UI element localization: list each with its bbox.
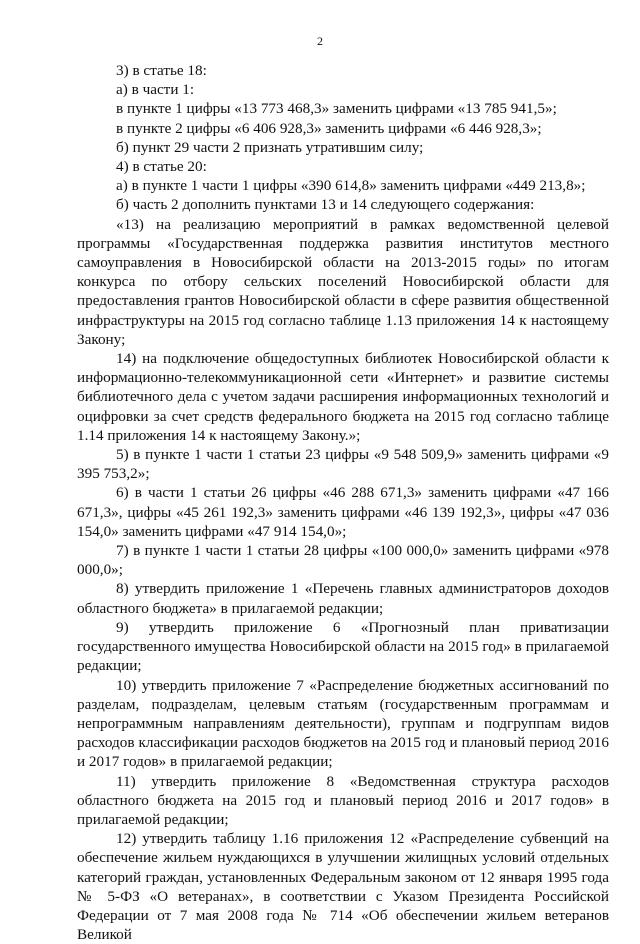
- paragraph: «13) на реализацию мероприятий в рамках ведомственной целевой программы «Государственная поддержка развития институтов местного самоуправления в Новосибирской области на 2013-2015 годы» по итогам конкурса по отбору сельских поселений Новосибирской области для предоставления грантов Новосибирской области в сфере развития общественной инфраструктуры на 2015 год согласно таблице 1.13 приложения 14 к настоящему Закону;: [77, 215, 609, 348]
- paragraph: 8) утвердить приложение 1 «Перечень главных администраторов доходов областного бюджета» в прилагаемой редакции;: [77, 580, 609, 617]
- paragraph: 14) на подключение общедоступных библиотек Новосибирской области к информационно-телекоммуникационной сети «Интернет» и развитие системы библиотечного дела с учетом задачи расширения информационных технологий и оцифровки за счет средств федерального бюджета на 2015 год согласно таблице 1.14 приложения 14 к настоящему Закону.»;: [77, 350, 609, 444]
- paragraph: 4) в статье 20:: [116, 158, 207, 176]
- paragraph: 5) в пункте 1 части 1 статьи 23 цифры «9 548 509,9» заменить цифрами «9 395 753,2»;: [77, 446, 609, 483]
- paragraph: 11) утвердить приложение 8 «Ведомственная структура расходов областного бюджета на 2015 год и плановый период 2016 и 2017 годов» в прилагаемой редакции;: [77, 772, 609, 828]
- paragraph: б) часть 2 дополнить пунктами 13 и 14 следующего содержания:: [116, 196, 535, 214]
- paragraph: 3) в статье 18:: [116, 62, 207, 79]
- paragraph: 9) утвердить приложение 6 «Прогнозный план приватизации государственного имущества Новосибирской области на 2015 год» в прилагаемой редакции;: [77, 618, 609, 675]
- paragraph: 6) в части 1 статьи 26 цифры «46 288 671,3» заменить цифрами «47 166 671,3», цифры «45 261 192,3» заменить цифрами «46 139 192,3», цифры «47 036 154,0» заменить цифрами «47 914 154,0»;: [77, 484, 609, 540]
- page-number: 2: [317, 34, 323, 48]
- paragraph: б) пункт 29 части 2 признать утратившим силу;: [116, 138, 424, 156]
- paragraph: 10) утвердить приложение 7 «Распределение бюджетных ассигнований по разделам, подразделам, целевым статьям (государственным программам и непрограммным направлениям деятельности), группам и подгруппам видов расходов классификации расходов бюджетов на 2015 год и плановый период 2016 и 2017 годов» в прилагаемой редакции;: [77, 676, 609, 771]
- paragraph: в пункте 1 цифры «13 773 468,3» заменить цифрами «13 785 941,5»;: [116, 100, 557, 118]
- paragraph: 12) утвердить таблицу 1.16 приложения 12 «Распределение субвенций на обеспечение жильем нуждающихся в улучшении жилищных условий отдельных категорий граждан, установленных Федеральным законом от 12 января 1995 года № 5-ФЗ «О ветеранах», в соответствии с Указом Президента Российской Федерации от 7 мая 2008 года № 714 «Об обеспечении жильем ветеранов Великой: [77, 830, 609, 944]
- paragraph: 7) в пункте 1 части 1 статьи 28 цифры «100 000,0» заменить цифрами «978 000,0»;: [77, 542, 609, 579]
- document-body: [77, 61, 609, 944]
- paragraph: а) в пункте 1 части 1 цифры «390 614,8» заменить цифрами «449 213,8»;: [116, 177, 586, 195]
- paragraph: в пункте 2 цифры «6 406 928,3» заменить цифрами «6 446 928,3»;: [116, 119, 542, 137]
- paragraph: а) в части 1:: [116, 81, 195, 99]
